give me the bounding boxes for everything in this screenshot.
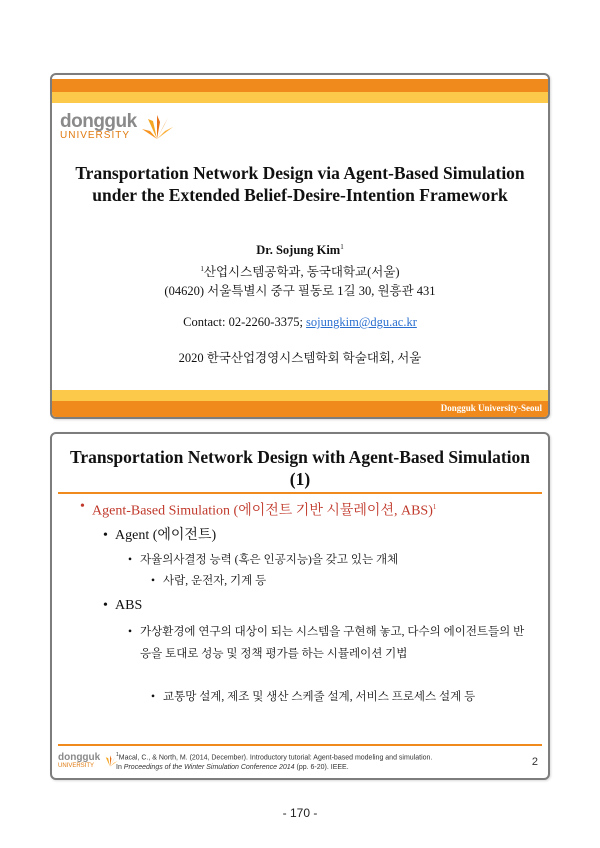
bullet-level2 — [103, 596, 143, 616]
bullet-text: Agent-Based Simulation (에이전트 기반 시뮬레이션, ABS) — [92, 503, 433, 519]
orange-band-top — [52, 79, 548, 92]
bullet-level4 — [151, 686, 513, 708]
ref-italic: Proceedings of the Winter Simulation Conference 2014 — [123, 764, 295, 772]
title-slide — [50, 73, 550, 419]
logo-name: dongguk — [60, 111, 137, 132]
bullet-dot-icon: • — [103, 598, 108, 613]
bullet-dot-icon: • — [103, 528, 108, 543]
affiliation: 산업시스템공학과, 동국대학교(서울) — [203, 265, 400, 279]
bullet-text: 가상환경에 연구의 대상이 되는 시스템을 구현해 놓고, 다수의 에이전트들의 반응을 토대로 성능 및 정책 평가를 하는 시뮬레이션 기법 — [140, 626, 525, 660]
content-slide — [50, 432, 550, 780]
bullet-level2 — [103, 526, 217, 546]
contact-label: Contact: 02-2260-3375; — [183, 315, 307, 329]
yellow-band-bottom — [52, 390, 548, 401]
reference-line-1 — [116, 750, 516, 763]
bullet-text: Agent (에이전트) — [115, 528, 217, 543]
bullet-dot-icon: • — [151, 691, 156, 703]
slide-number: 2 — [531, 756, 538, 768]
bullet-text: ABS — [115, 598, 143, 613]
ref-sup: 1 — [116, 752, 119, 758]
bullet-dot-icon: • — [80, 499, 85, 514]
yellow-band-top — [52, 92, 548, 103]
bullet-dot-icon: • — [128, 626, 133, 638]
dongguk-logo-small — [58, 752, 118, 774]
slide-footer: Dongguk University-Seoul — [440, 403, 542, 413]
bullet-dot-icon: • — [128, 554, 133, 566]
ref-text: Macal, C., & North, M. (2014, December). Introductory tutorial: Agent-based modeling and simulation. — [118, 754, 433, 762]
reference-line-2 — [116, 763, 516, 773]
logo-name: dongguk — [58, 752, 101, 763]
author-line — [52, 243, 548, 258]
author-sup: 1 — [340, 243, 344, 251]
ref-text: In — [116, 764, 124, 772]
bullet-sup: 1 — [432, 503, 437, 511]
address: (04620) 서울특별시 중구 필동로 1길 30, 원흥관 431 — [164, 284, 436, 298]
affiliation-line — [52, 262, 548, 280]
affiliation-sup: 1 — [200, 264, 204, 273]
ref-text: (pp. 6-20). IEEE. — [294, 764, 349, 772]
bullet-dot-icon: • — [151, 575, 156, 587]
page-number: - 170 - — [282, 806, 318, 820]
title-rule — [58, 492, 542, 494]
bullet-level3 — [128, 550, 399, 570]
bullet-text: 사람, 운전자, 기계 등 — [163, 575, 267, 587]
bullet-level3 — [128, 621, 530, 665]
logo-sub: UNIVERSITY — [60, 130, 131, 141]
lotus-icon — [140, 113, 174, 141]
slide-title: Transportation Network Design with Agent-Based Simulation (1) — [69, 447, 531, 489]
contact-line — [52, 315, 548, 330]
author-name: Dr. Sojung Kim — [256, 243, 341, 258]
slide-title: Transportation Network Design via Agent-Based Simulation under the Extended Belief-Desire-Intention Framework — [75, 163, 525, 205]
conference-line: 2020 한국산업경영시스템학회 학술대회, 서울 — [178, 351, 422, 365]
contact-email-link[interactable]: sojungkim@dgu.ac.kr — [306, 315, 417, 329]
bullet-level1 — [80, 497, 437, 522]
bullet-text: 자율의사결정 능력 (혹은 인공지능)을 갖고 있는 개체 — [140, 554, 399, 566]
reference-footnote — [116, 750, 516, 773]
dongguk-logo — [60, 111, 180, 147]
bullet-text: 교통망 설계, 제조 및 생산 스케줄 설계, 서비스 프로세스 설계 등 — [163, 691, 476, 703]
footer-rule — [58, 744, 542, 746]
logo-sub: UNIVERSITY — [58, 763, 95, 769]
bullet-level4 — [151, 571, 267, 591]
